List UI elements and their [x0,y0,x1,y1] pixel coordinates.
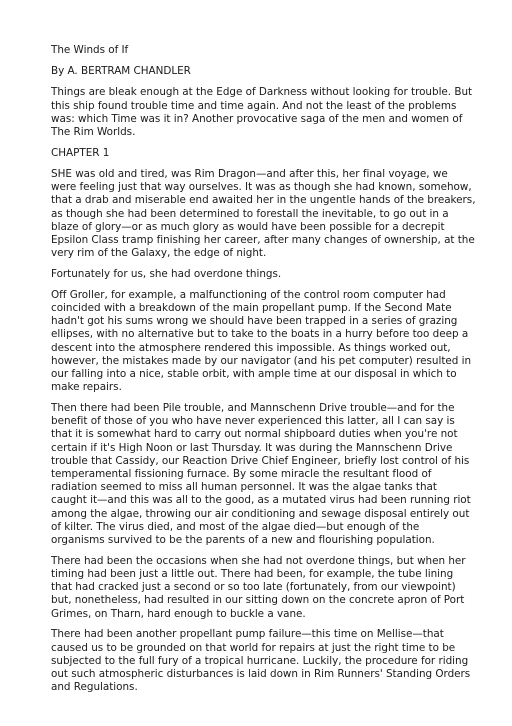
paragraph-5: There had been the occasions when she had not overdone things, but when her timing had been just a little out. There had been, for example, the tube lining that had cracked just a second or so too late (fortunately, from our viewpoint) but, nonetheless, had resulted in our sitting down on the concrete apron of Port Grimes, on Tharn, hard enough to buckle a vane. [51,554,466,620]
paragraph-3: Off Groller, for example, a malfunctioning of the control room computer had coincided with a breakdown of the main propellant pump. If the Second Mate hadn't got his sums wrong we should have been trapped in a series of grazing ellipses, with no alternative but to take to the boats in a hurry before too deep a descent into the atmosphere rendered this impossible. As things worked out, however, the mistakes made by our navigator (and his pet computer) resulted in our falling into a nice, stable orbit, with ample time at our disposal in which to make repairs. [51,288,472,394]
paragraph-2: Fortunately for us, she had overdone things. [51,268,282,281]
document-byline: By A. BERTRAM CHANDLER [51,65,191,78]
paragraph-1: SHE was old and tired, was Rim Dragon—and after this, her final voyage, we were feeling just that way ourselves. It was as though she had known, somehow, that a drab and miserable end awaited her in the ungentle hands of the breakers, as though she had been determined to forestall the inevitable, to go out in a blaze of glory—or as much glory as would have been possible for a decrepit Epsilon Class tramp finishing her career, after many changes of ownership, at the very rim of the Galaxy, the edge of night. [51,168,476,260]
document-page [51,44,476,702]
paragraph-6: There had been another propellant pump failure—this time on Mellise—that caused us to be grounded on that world for repairs at just the right time to be subjected to the full fury of a tropical hurricane. Luckily, the procedure for riding out such atmospheric disturbances is laid down in Rim Runners' Standing Orders and Regulations. [51,628,471,694]
document-title: The Winds of If [51,44,129,56]
chapter-heading: CHAPTER 1 [51,146,110,159]
document-blurb: Things are bleak enough at the Edge of Darkness without looking for trouble. But this ship found trouble time and time again. And not the least of the problems was: which Time was it in? Another provocative saga of the men and women of The Rim Worlds. [51,86,473,139]
paragraph-4: Then there had been Pile trouble, and Mannschenn Drive trouble—and for the benefit of those of you who have never experienced this latter, all I can say is that it is somewhat hard to carry out normal shipboard duties when you're not certain if it's High Noon or last Thursday. It was during the Mannschenn Drive trouble that Cassidy, our Reaction Drive Chief Engineer, briefly lost control of his temperamental fissioning furnace. By some miracle the resultant flood of radiation seemed to miss all human personnel. It was the algae tanks that caught it—and this was all to the good, as a mutated virus had been running riot among the algae, throwing our air conditioning and sewage disposal entirely out of kilter. The virus died, and most of the algae died—but enough of the organisms survived to be the parents of a new and flourishing population. [51,402,471,547]
